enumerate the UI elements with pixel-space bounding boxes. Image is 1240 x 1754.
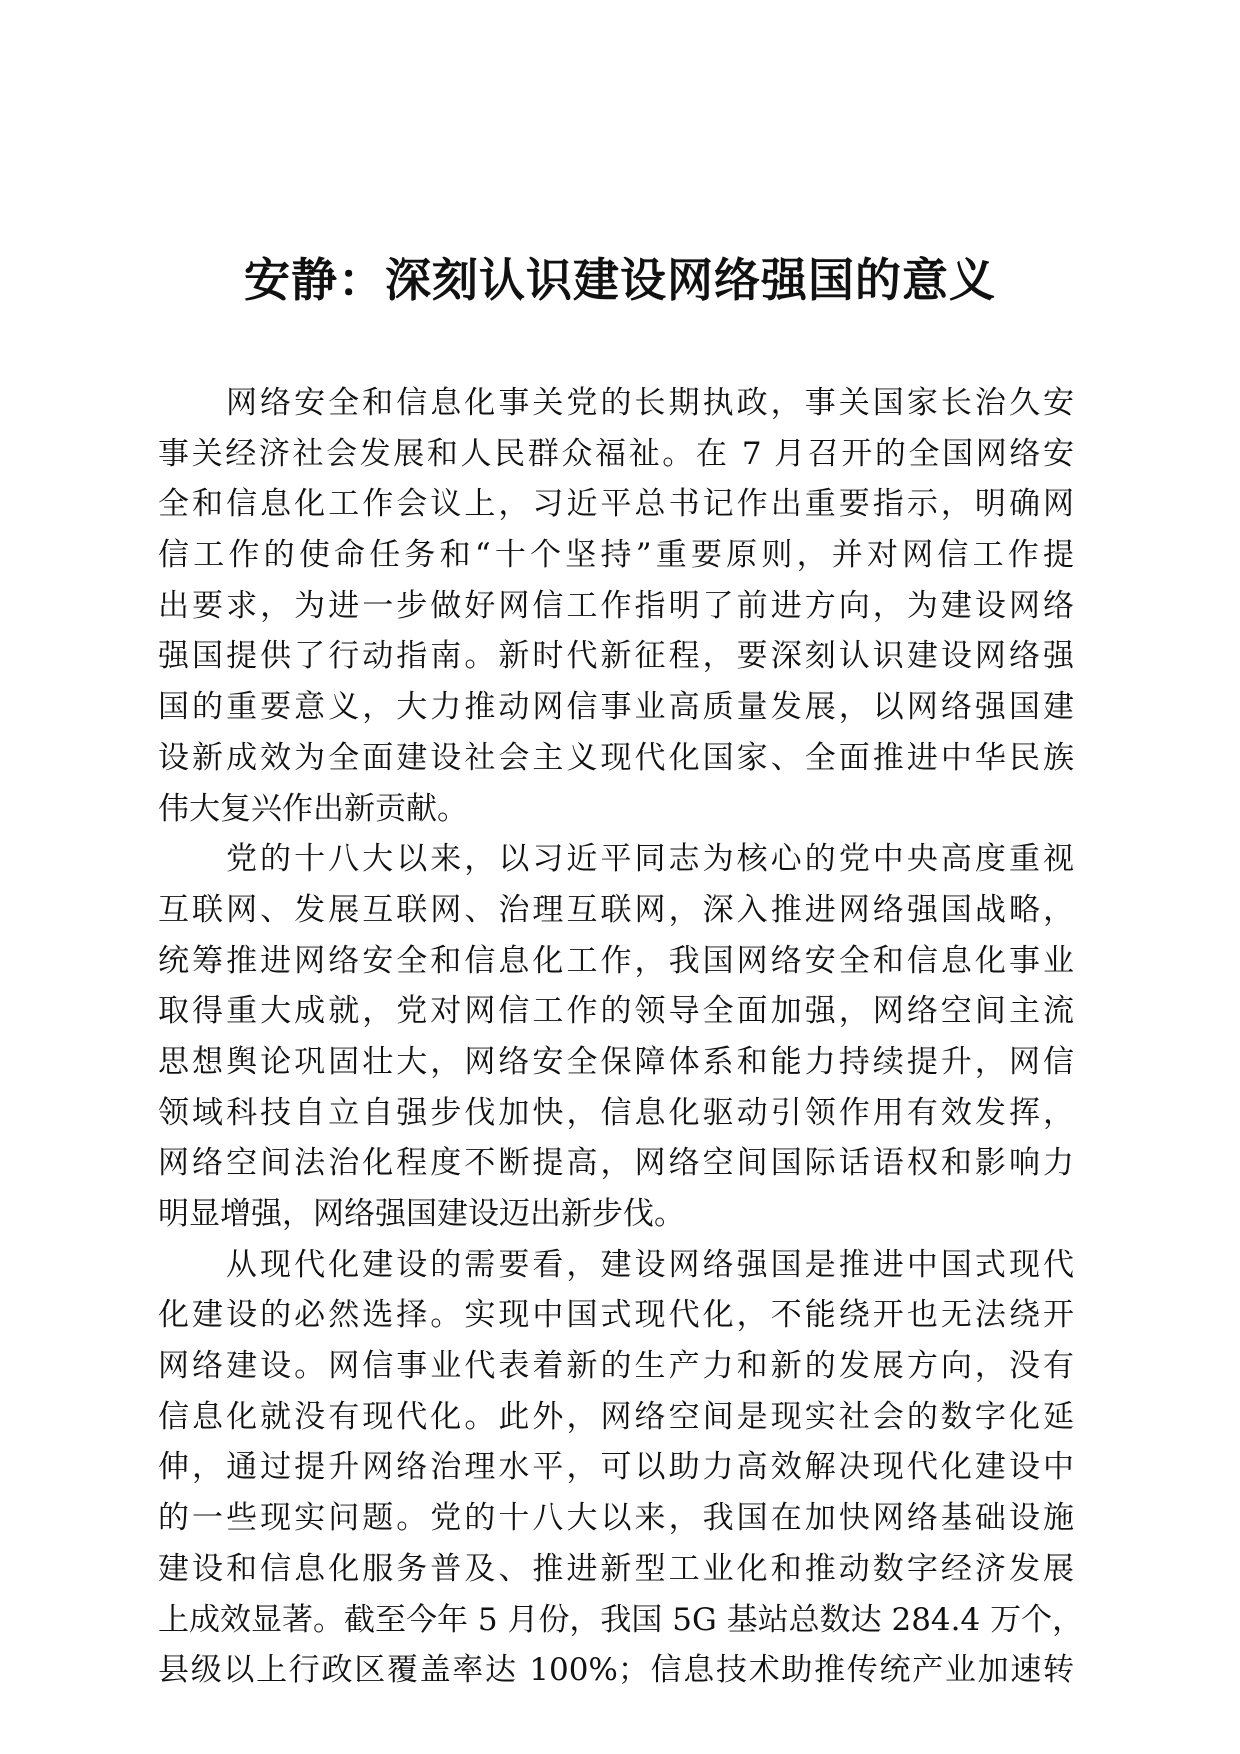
paragraph-line: 网络空间法治化程度不断提高，网络空间国际话语权和影响力 (158, 1145, 1074, 1182)
document-body (158, 378, 1084, 1696)
paragraph-line: 事关经济社会发展和人民群众福祉。在 7 月召开的全国网络安 (158, 435, 1074, 472)
paragraph-line: 统筹推进网络安全和信息化工作，我国网络安全和信息化事业 (158, 942, 1074, 979)
paragraph-line: 强国提供了行动指南。新时代新征程，要深刻认识建设网络强 (158, 638, 1074, 675)
paragraph-line: 的一些现实问题。党的十八大以来，我国在加快网络基础设施 (158, 1500, 1074, 1537)
paragraph-2 (158, 834, 1074, 1240)
paragraph-line: 建设和信息化服务普及、推进新型工业化和推动数字经济发展 (158, 1550, 1074, 1587)
paragraph-line: 明显增强，网络强国建设迈出新步伐。 (158, 1196, 685, 1232)
paragraph-line: 国的重要意义，大力推动网信事业高质量发展，以网络强国建 (158, 689, 1074, 726)
paragraph-line: 伟大复兴作出新贡献。 (158, 790, 468, 827)
paragraph-line: 网络安全和信息化事关党的长期执政，事关国家长治久安 (226, 385, 1074, 421)
paragraph-1 (158, 378, 1074, 834)
paragraph-line: 思想舆论巩固壮大，网络安全保障体系和能力持续提升，网信 (158, 1043, 1074, 1080)
paragraph-line: 全和信息化工作会议上，习近平总书记作出重要指示，明确网 (158, 486, 1074, 523)
paragraph-line: 化建设的必然选择。实现中国式现代化，不能绕开也无法绕开 (158, 1297, 1074, 1334)
paragraph-line: 从现代化建设的需要看，建设网络强国是推进中国式现代 (226, 1246, 1074, 1283)
paragraph-line: 信息化就没有现代化。此外，网络空间是现实社会的数字化延 (158, 1398, 1074, 1435)
paragraph-line: 互联网、发展互联网、治理互联网，深入推进网络强国战略， (158, 891, 1074, 928)
paragraph-line: 党的十八大以来，以习近平同志为核心的党中央高度重视 (226, 841, 1074, 878)
paragraph-line: 领域科技自立自强步伐加快，信息化驱动引领作用有效发挥， (158, 1094, 1074, 1131)
paragraph-line: 信工作的使命任务和“十个坚持”重要原则，并对网信工作提 (158, 537, 1074, 574)
document-title: 安静：深刻认识建设网络强国的意义 (244, 253, 996, 307)
paragraph-line: 网络建设。网信事业代表着新的生产力和新的发展方向，没有 (158, 1348, 1074, 1385)
paragraph-line: 县级以上行政区覆盖率达 100%；信息技术助推传统产业加速转 (158, 1652, 1074, 1689)
paragraph-line: 伸，通过提升网络治理水平，可以助力高效解决现代化建设中 (158, 1449, 1074, 1486)
paragraph-3 (158, 1240, 1084, 1696)
paragraph-line: 出要求，为进一步做好网信工作指明了前进方向，为建设网络 (158, 587, 1074, 624)
paragraph-line: 取得重大成就，党对网信工作的领导全面加强，网络空间主流 (158, 993, 1074, 1030)
paragraph-line: 上成效显著。截至今年 5 月份，我国 5G 基站总数达 284.4 万个， (158, 1601, 1084, 1638)
paragraph-line: 设新成效为全面建设社会主义现代化国家、全面推进中华民族 (158, 739, 1074, 776)
